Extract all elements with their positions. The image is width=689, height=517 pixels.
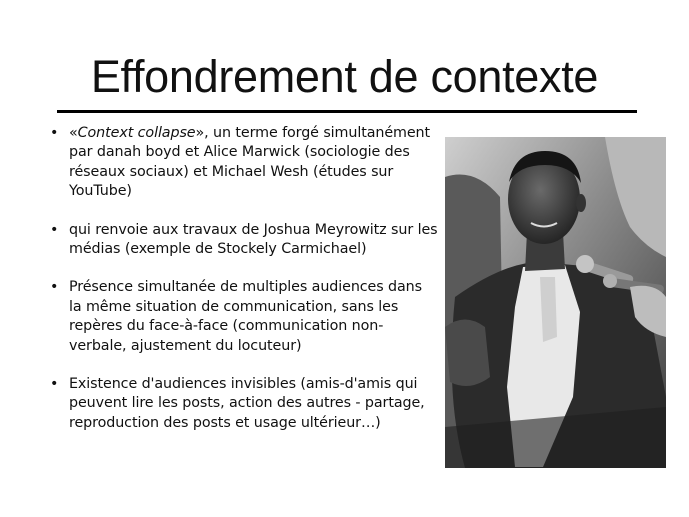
bullet-item bbox=[48, 221, 438, 260]
bullet-item bbox=[48, 124, 438, 202]
bullet-text-italic: Context collapse bbox=[77, 125, 196, 141]
bullet-text-prefix: « bbox=[69, 125, 78, 141]
slide-title: Effondrement de contexte bbox=[90, 51, 599, 102]
bullet-text-suffix: », un terme forgé simultanément par danah boyd et Alice Marwick (sociologie des réseaux sociaux) et Michael Wesh (études sur YouTube) bbox=[69, 125, 431, 200]
bullet-item bbox=[48, 278, 438, 356]
bullet-text: Présence simultanée de multiples audiences dans la même situation de communication, sans les repères du face-à-face (communication non-verbale, ajustement du locuteur) bbox=[69, 279, 422, 354]
bullet-dot-icon: • bbox=[50, 221, 59, 238]
speaker-photo bbox=[445, 137, 666, 468]
bullet-dot-icon: • bbox=[50, 376, 59, 393]
bullet-dot-icon: • bbox=[50, 279, 59, 296]
bullet-item bbox=[48, 375, 438, 433]
bullet-text: Existence d'audiences invisibles (amis-d'amis qui peuvent lire les posts, action des autres - partage, reproduction des posts et usage ultérieur…) bbox=[69, 376, 425, 431]
title-underline bbox=[57, 110, 637, 113]
bullet-text: qui renvoie aux travaux de Joshua Meyrowitz sur les médias (exemple de Stockely Carmichael) bbox=[69, 221, 438, 258]
speaker-photo-illustration bbox=[445, 137, 666, 468]
bullet-list bbox=[48, 124, 438, 452]
bullet-dot-icon: • bbox=[50, 125, 59, 141]
